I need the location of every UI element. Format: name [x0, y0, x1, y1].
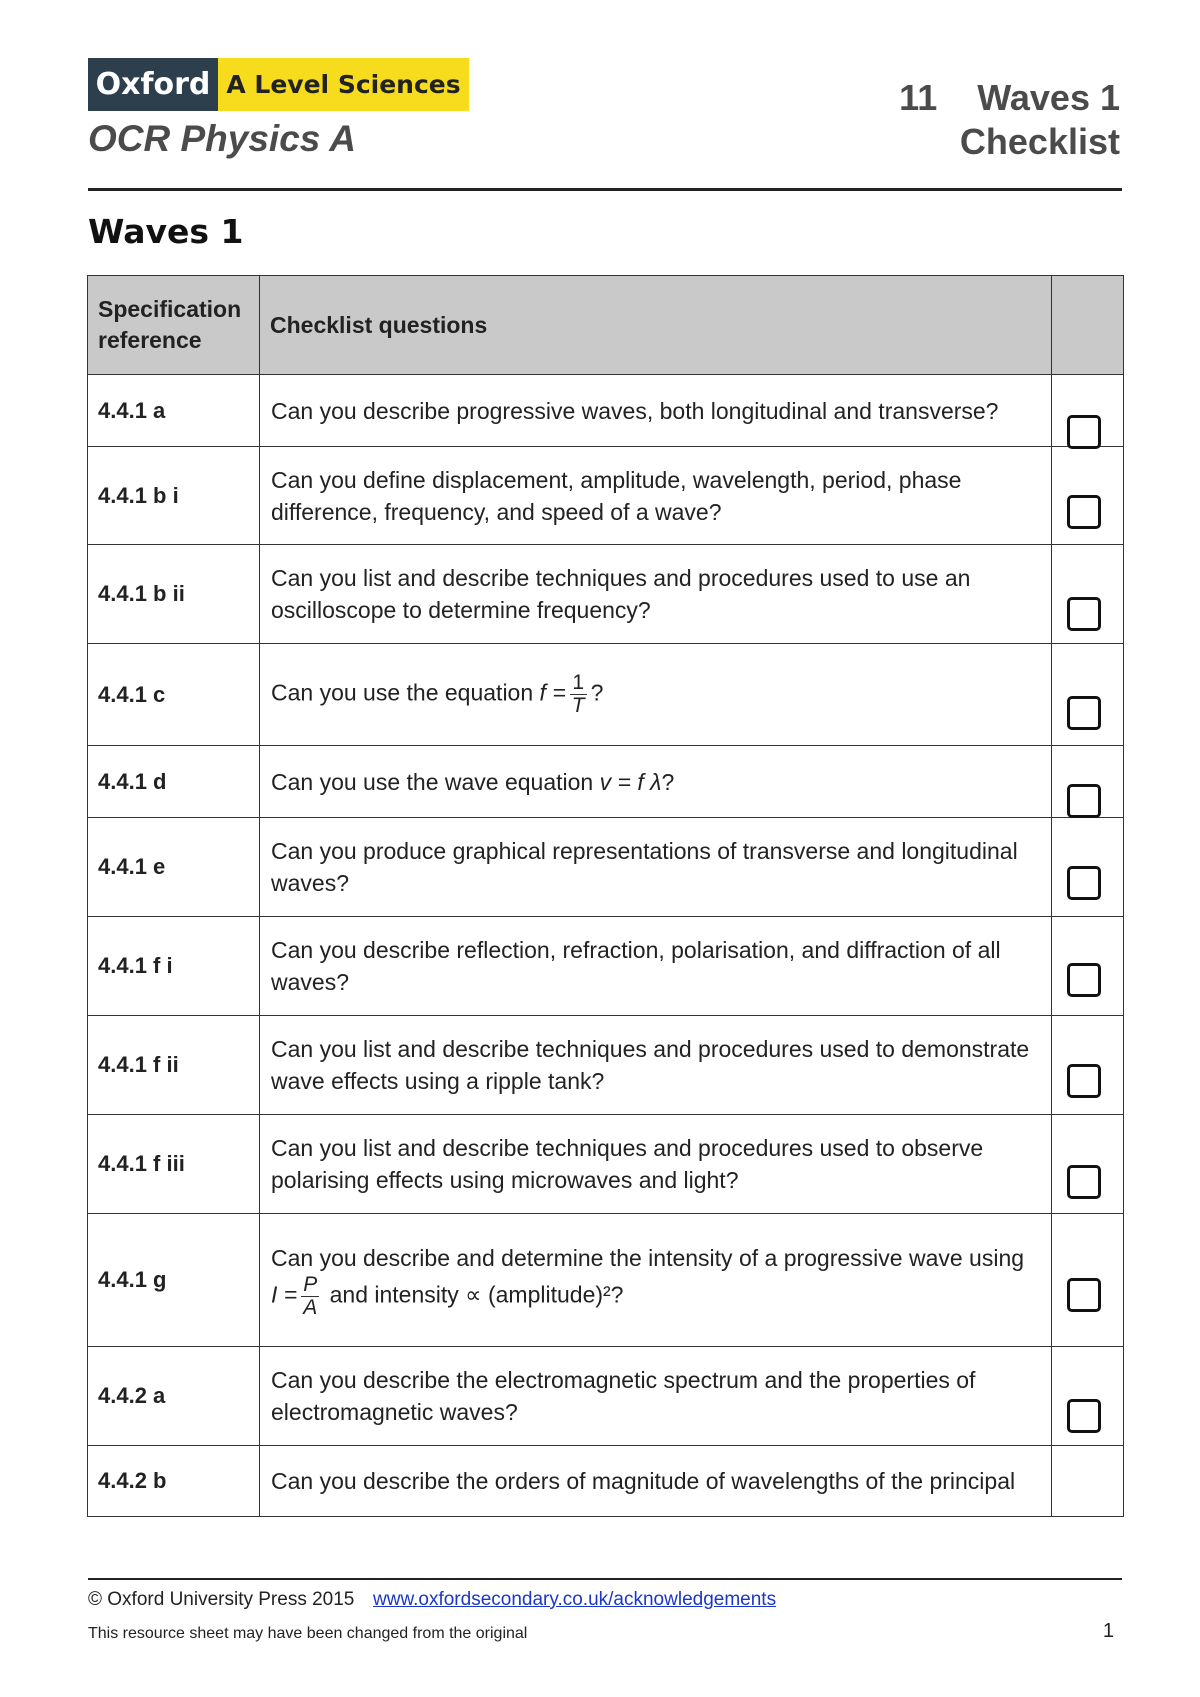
copyright: © Oxford University Press 2015 [88, 1589, 355, 1610]
question-suffix: and intensity ∝ (amplitude)²? [329, 1281, 624, 1308]
question: Can you produce graphical representations of transverse and longitudinal waves? [260, 818, 1052, 917]
table-row [88, 545, 1124, 644]
col-check-header [1052, 276, 1124, 375]
check-cell [1052, 447, 1124, 545]
equation-lhs: I = [271, 1281, 298, 1308]
checkbox[interactable] [1067, 415, 1101, 449]
header-divider [88, 188, 1122, 191]
check-cell [1052, 746, 1124, 818]
spec-ref: 4.4.1 f iii [88, 1115, 260, 1214]
question-text: Can you use the equation [271, 679, 534, 706]
brand-logo [88, 58, 469, 111]
section-title: Waves 1 [88, 212, 244, 251]
acknowledgements-link[interactable]: www.oxfordsecondary.co.uk/acknowledgements [373, 1589, 777, 1610]
fraction-numerator: 1 [570, 672, 587, 695]
table-row [88, 375, 1124, 447]
checkbox[interactable] [1067, 495, 1101, 529]
table-row [88, 1446, 1124, 1517]
question-suffix: ? [590, 679, 604, 706]
check-cell [1052, 375, 1124, 447]
question [260, 1214, 1052, 1347]
question-text: Can you use the wave equation [271, 768, 594, 795]
check-cell [1052, 1446, 1124, 1517]
brand-sciences: A Level Sciences [218, 58, 469, 111]
table-row [88, 644, 1124, 746]
question: Can you define displacement, amplitude, wavelength, period, phase difference, frequency, and speed of a wave? [260, 447, 1052, 545]
check-cell [1052, 1016, 1124, 1115]
checklist-table [87, 275, 1124, 1517]
question: Can you describe progressive waves, both longitudinal and transverse? [260, 375, 1052, 447]
check-cell [1052, 1115, 1124, 1214]
spec-ref: 4.4.1 g [88, 1214, 260, 1347]
checkbox[interactable] [1067, 1399, 1101, 1433]
spec-ref: 4.4.1 a [88, 375, 260, 447]
chapter-number: 11 [899, 77, 938, 118]
table-row [88, 746, 1124, 818]
checkbox[interactable] [1067, 784, 1101, 818]
check-cell [1052, 545, 1124, 644]
table-row [88, 447, 1124, 545]
question: Can you describe reflection, refraction, polarisation, and diffraction of all waves? [260, 917, 1052, 1016]
spec-ref: 4.4.1 b i [88, 447, 260, 545]
spec-ref: 4.4.2 a [88, 1347, 260, 1446]
wave-equation: v = f λ [599, 768, 662, 795]
resource-note: This resource sheet may have been changed from the original [88, 1625, 528, 1642]
footer-divider [88, 1578, 1122, 1580]
question-suffix: ? [661, 768, 675, 795]
table-row [88, 1115, 1124, 1214]
fraction-denominator: A [303, 1295, 318, 1319]
chapter-title: Waves 1 [977, 77, 1120, 118]
table-row [88, 818, 1124, 917]
checkbox[interactable] [1067, 597, 1101, 631]
table-row [88, 917, 1124, 1016]
doc-type: Checklist [959, 121, 1120, 162]
question: Can you describe the electromagnetic spectrum and the properties of electromagnetic waves? [260, 1347, 1052, 1446]
check-cell [1052, 644, 1124, 746]
checkbox[interactable] [1067, 963, 1101, 997]
spec-ref: 4.4.1 f ii [88, 1016, 260, 1115]
col-ref-header: Specification reference [88, 276, 260, 375]
page-number: 1 [1102, 1620, 1114, 1642]
question: Can you list and describe techniques and procedures used to observe polarising effects using microwaves and light? [260, 1115, 1052, 1214]
chapter-heading [899, 76, 1120, 164]
equation-lhs: f = [539, 679, 566, 706]
table-row [88, 1347, 1124, 1446]
equation-fraction [301, 1274, 319, 1319]
equation-fraction [570, 672, 587, 717]
table-row [88, 1214, 1124, 1347]
spec-ref: 4.4.1 d [88, 746, 260, 818]
check-cell [1052, 818, 1124, 917]
fraction-denominator: T [571, 694, 585, 717]
spec-ref: 4.4.1 f i [88, 917, 260, 1016]
col-question-header: Checklist questions [260, 276, 1052, 375]
fraction-numerator: P [303, 1272, 318, 1296]
subject-title: OCR Physics A [88, 118, 356, 159]
question [260, 746, 1052, 818]
spec-ref: 4.4.1 c [88, 644, 260, 746]
checkbox[interactable] [1067, 1165, 1101, 1199]
checkbox[interactable] [1067, 866, 1101, 900]
table-header-row [88, 276, 1124, 375]
question: Can you list and describe techniques and procedures used to use an oscilloscope to determine frequency? [260, 545, 1052, 644]
question: Can you list and describe techniques and procedures used to demonstrate wave effects using a ripple tank? [260, 1016, 1052, 1115]
check-cell [1052, 1347, 1124, 1446]
check-cell [1052, 1214, 1124, 1347]
checkbox[interactable] [1067, 1064, 1101, 1098]
table-row [88, 1016, 1124, 1115]
question-text: Can you describe and determine the intensity of a progressive wave using [271, 1244, 1025, 1271]
check-cell [1052, 917, 1124, 1016]
checkbox[interactable] [1067, 1278, 1101, 1312]
spec-ref: 4.4.1 e [88, 818, 260, 917]
question [260, 644, 1052, 746]
spec-ref: 4.4.1 b ii [88, 545, 260, 644]
spec-ref: 4.4.2 b [88, 1446, 260, 1517]
brand-oxford: Oxford [88, 58, 218, 111]
checkbox[interactable] [1067, 696, 1101, 730]
question: Can you describe the orders of magnitude of wavelengths of the principal [260, 1446, 1052, 1517]
